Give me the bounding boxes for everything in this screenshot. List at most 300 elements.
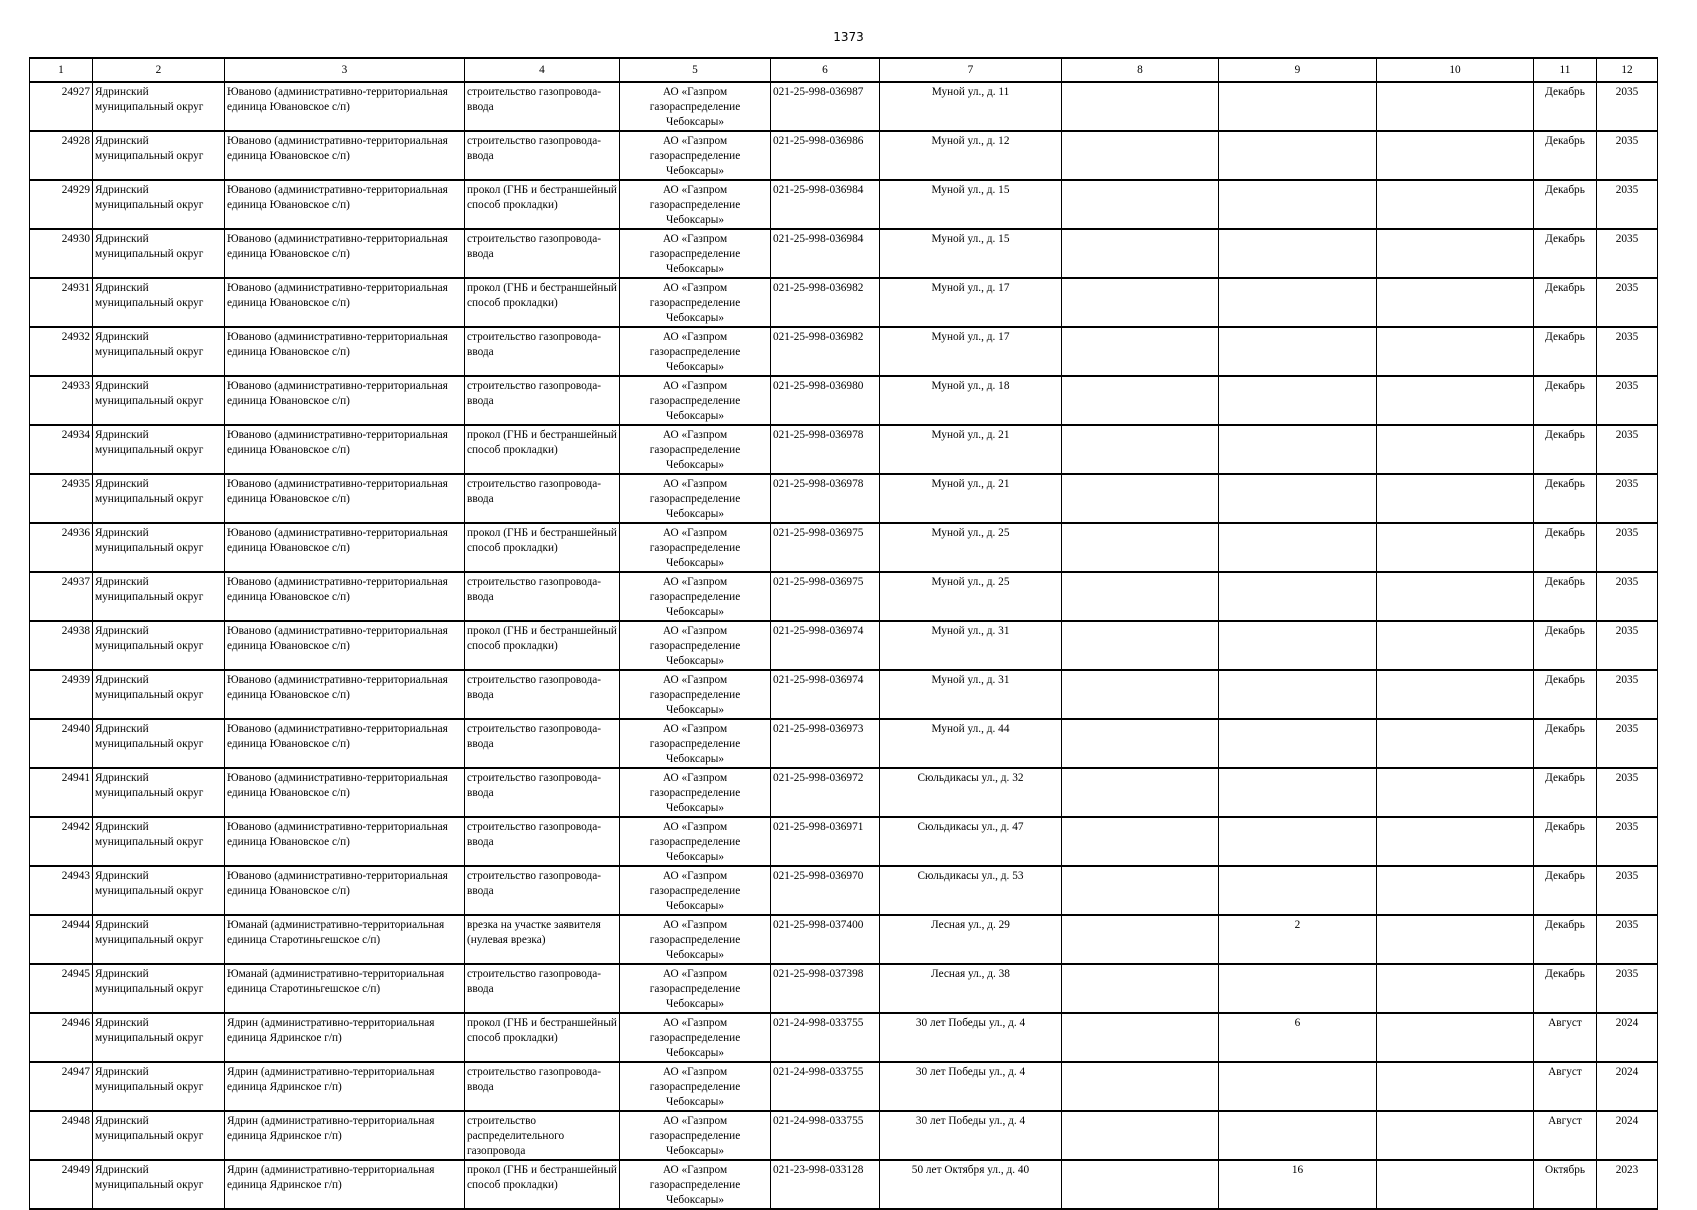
cell-settlement: Юваново (административно-территориальная единица Ювановское с/п) bbox=[225, 327, 465, 376]
cell-request-number: 021-25-998-036974 bbox=[771, 670, 880, 719]
column-header-5: 5 bbox=[620, 58, 771, 82]
cell-month: Декабрь bbox=[1534, 327, 1597, 376]
cell-settlement: Юваново (административно-территориальная единица Ювановское с/п) bbox=[225, 572, 465, 621]
cell-organization: АО «Газпром газораспределение Чебоксары» bbox=[620, 278, 771, 327]
cell-settlement: Ядрин (административно-территориальная единица Ядринское г/п) bbox=[225, 1111, 465, 1160]
cell-settlement: Юваново (административно-территориальная единица Ювановское с/п) bbox=[225, 82, 465, 131]
cell-col-10 bbox=[1377, 131, 1534, 180]
cell-row-number: 24929 bbox=[30, 180, 93, 229]
cell-district: Ядринский муниципальный округ bbox=[93, 425, 225, 474]
cell-month: Декабрь bbox=[1534, 817, 1597, 866]
cell-organization: АО «Газпром газораспределение Чебоксары» bbox=[620, 915, 771, 964]
cell-organization: АО «Газпром газораспределение Чебоксары» bbox=[620, 621, 771, 670]
cell-row-number: 24945 bbox=[30, 964, 93, 1013]
cell-work-type: строительство распределительного газопровода bbox=[465, 1111, 620, 1160]
cell-organization: АО «Газпром газораспределение Чебоксары» bbox=[620, 1160, 771, 1209]
cell-request-number: 021-25-998-036982 bbox=[771, 327, 880, 376]
cell-month: Декабрь bbox=[1534, 425, 1597, 474]
cell-col-8 bbox=[1062, 474, 1219, 523]
cell-request-number: 021-25-998-036972 bbox=[771, 768, 880, 817]
cell-address: Муной ул., д. 21 bbox=[880, 425, 1062, 474]
cell-district: Ядринский муниципальный округ bbox=[93, 621, 225, 670]
table-row bbox=[30, 915, 1658, 964]
cell-month: Декабрь bbox=[1534, 82, 1597, 131]
cell-col-9 bbox=[1219, 1111, 1377, 1160]
cell-settlement: Юваново (административно-территориальная единица Ювановское с/п) bbox=[225, 817, 465, 866]
cell-district: Ядринский муниципальный округ bbox=[93, 572, 225, 621]
cell-col-9 bbox=[1219, 866, 1377, 915]
cell-work-type: прокол (ГНБ и бестраншейный способ прокладки) bbox=[465, 1160, 620, 1209]
cell-organization: АО «Газпром газораспределение Чебоксары» bbox=[620, 523, 771, 572]
table-row bbox=[30, 180, 1658, 229]
cell-month: Декабрь bbox=[1534, 474, 1597, 523]
cell-work-type: строительство газопровода-ввода bbox=[465, 866, 620, 915]
cell-district: Ядринский муниципальный округ bbox=[93, 131, 225, 180]
cell-organization: АО «Газпром газораспределение Чебоксары» bbox=[620, 719, 771, 768]
cell-row-number: 24937 bbox=[30, 572, 93, 621]
cell-col-8 bbox=[1062, 1111, 1219, 1160]
cell-month: Декабрь bbox=[1534, 131, 1597, 180]
cell-district: Ядринский муниципальный округ bbox=[93, 278, 225, 327]
cell-work-type: строительство газопровода-ввода bbox=[465, 1062, 620, 1111]
cell-year: 2035 bbox=[1597, 474, 1658, 523]
cell-work-type: прокол (ГНБ и бестраншейный способ прокладки) bbox=[465, 425, 620, 474]
column-header-1: 1 bbox=[30, 58, 93, 82]
cell-district: Ядринский муниципальный округ bbox=[93, 229, 225, 278]
cell-year: 2035 bbox=[1597, 621, 1658, 670]
cell-col-9: 16 bbox=[1219, 1160, 1377, 1209]
table-row bbox=[30, 719, 1658, 768]
cell-year: 2024 bbox=[1597, 1013, 1658, 1062]
table-row bbox=[30, 572, 1658, 621]
cell-work-type: прокол (ГНБ и бестраншейный способ прокладки) bbox=[465, 180, 620, 229]
cell-month: Декабрь bbox=[1534, 621, 1597, 670]
cell-col-10 bbox=[1377, 1062, 1534, 1111]
cell-year: 2035 bbox=[1597, 327, 1658, 376]
cell-col-8 bbox=[1062, 1013, 1219, 1062]
page-number: 1373 bbox=[833, 30, 864, 44]
cell-district: Ядринский муниципальный округ bbox=[93, 1160, 225, 1209]
cell-district: Ядринский муниципальный округ bbox=[93, 523, 225, 572]
table-row bbox=[30, 425, 1658, 474]
cell-col-8 bbox=[1062, 915, 1219, 964]
cell-col-8 bbox=[1062, 572, 1219, 621]
cell-work-type: строительство газопровода-ввода bbox=[465, 131, 620, 180]
cell-settlement: Юманай (административно-территориальная единица Старотиньгешское с/п) bbox=[225, 915, 465, 964]
cell-col-8 bbox=[1062, 229, 1219, 278]
cell-year: 2035 bbox=[1597, 572, 1658, 621]
cell-col-8 bbox=[1062, 180, 1219, 229]
cell-col-9 bbox=[1219, 1062, 1377, 1111]
cell-address: Лесная ул., д. 38 bbox=[880, 964, 1062, 1013]
cell-row-number: 24947 bbox=[30, 1062, 93, 1111]
cell-row-number: 24938 bbox=[30, 621, 93, 670]
cell-col-9 bbox=[1219, 474, 1377, 523]
table-row bbox=[30, 229, 1658, 278]
cell-work-type: прокол (ГНБ и бестраншейный способ прокладки) bbox=[465, 621, 620, 670]
table-body bbox=[30, 82, 1658, 1209]
cell-month: Декабрь bbox=[1534, 915, 1597, 964]
cell-year: 2035 bbox=[1597, 229, 1658, 278]
cell-address: Муной ул., д. 44 bbox=[880, 719, 1062, 768]
cell-request-number: 021-25-998-036980 bbox=[771, 376, 880, 425]
cell-district: Ядринский муниципальный округ bbox=[93, 1111, 225, 1160]
cell-organization: АО «Газпром газораспределение Чебоксары» bbox=[620, 670, 771, 719]
cell-settlement: Юманай (административно-территориальная единица Старотиньгешское с/п) bbox=[225, 964, 465, 1013]
cell-district: Ядринский муниципальный округ bbox=[93, 474, 225, 523]
cell-month: Декабрь bbox=[1534, 278, 1597, 327]
cell-month: Октябрь bbox=[1534, 1160, 1597, 1209]
cell-address: Лесная ул., д. 29 bbox=[880, 915, 1062, 964]
table-row bbox=[30, 670, 1658, 719]
cell-work-type: прокол (ГНБ и бестраншейный способ прокладки) bbox=[465, 523, 620, 572]
table-row bbox=[30, 1160, 1658, 1209]
cell-year: 2035 bbox=[1597, 425, 1658, 474]
table-row bbox=[30, 278, 1658, 327]
cell-year: 2035 bbox=[1597, 964, 1658, 1013]
column-header-6: 6 bbox=[771, 58, 880, 82]
column-header-8: 8 bbox=[1062, 58, 1219, 82]
cell-col-10 bbox=[1377, 964, 1534, 1013]
cell-work-type: строительство газопровода-ввода bbox=[465, 82, 620, 131]
table-row bbox=[30, 1111, 1658, 1160]
cell-row-number: 24942 bbox=[30, 817, 93, 866]
cell-request-number: 021-25-998-036975 bbox=[771, 572, 880, 621]
cell-request-number: 021-25-998-036973 bbox=[771, 719, 880, 768]
cell-settlement: Юваново (административно-территориальная единица Ювановское с/п) bbox=[225, 719, 465, 768]
cell-year: 2035 bbox=[1597, 915, 1658, 964]
cell-request-number: 021-25-998-036984 bbox=[771, 180, 880, 229]
cell-month: Декабрь bbox=[1534, 229, 1597, 278]
cell-row-number: 24948 bbox=[30, 1111, 93, 1160]
cell-request-number: 021-23-998-033128 bbox=[771, 1160, 880, 1209]
cell-col-9 bbox=[1219, 621, 1377, 670]
cell-district: Ядринский муниципальный округ bbox=[93, 964, 225, 1013]
cell-col-10 bbox=[1377, 278, 1534, 327]
cell-col-8 bbox=[1062, 866, 1219, 915]
cell-request-number: 021-24-998-033755 bbox=[771, 1062, 880, 1111]
cell-col-10 bbox=[1377, 915, 1534, 964]
cell-organization: АО «Газпром газораспределение Чебоксары» bbox=[620, 82, 771, 131]
cell-request-number: 021-24-998-033755 bbox=[771, 1111, 880, 1160]
cell-request-number: 021-25-998-036974 bbox=[771, 621, 880, 670]
cell-row-number: 24940 bbox=[30, 719, 93, 768]
cell-col-10 bbox=[1377, 719, 1534, 768]
cell-settlement: Юваново (административно-территориальная единица Ювановское с/п) bbox=[225, 376, 465, 425]
cell-col-8 bbox=[1062, 327, 1219, 376]
cell-col-10 bbox=[1377, 670, 1534, 719]
table-row bbox=[30, 1013, 1658, 1062]
cell-col-10 bbox=[1377, 1013, 1534, 1062]
cell-work-type: строительство газопровода-ввода bbox=[465, 964, 620, 1013]
cell-col-8 bbox=[1062, 376, 1219, 425]
cell-col-8 bbox=[1062, 425, 1219, 474]
cell-row-number: 24944 bbox=[30, 915, 93, 964]
cell-organization: АО «Газпром газораспределение Чебоксары» bbox=[620, 1013, 771, 1062]
cell-work-type: строительство газопровода-ввода bbox=[465, 670, 620, 719]
cell-year: 2035 bbox=[1597, 768, 1658, 817]
cell-organization: АО «Газпром газораспределение Чебоксары» bbox=[620, 964, 771, 1013]
table-row bbox=[30, 621, 1658, 670]
cell-row-number: 24946 bbox=[30, 1013, 93, 1062]
cell-col-9 bbox=[1219, 425, 1377, 474]
cell-request-number: 021-25-998-036970 bbox=[771, 866, 880, 915]
cell-col-9 bbox=[1219, 229, 1377, 278]
cell-col-8 bbox=[1062, 523, 1219, 572]
cell-district: Ядринский муниципальный округ bbox=[93, 376, 225, 425]
cell-organization: АО «Газпром газораспределение Чебоксары» bbox=[620, 327, 771, 376]
cell-work-type: прокол (ГНБ и бестраншейный способ прокладки) bbox=[465, 278, 620, 327]
cell-settlement: Юваново (административно-территориальная единица Ювановское с/п) bbox=[225, 131, 465, 180]
cell-row-number: 24935 bbox=[30, 474, 93, 523]
cell-col-9 bbox=[1219, 180, 1377, 229]
cell-col-10 bbox=[1377, 866, 1534, 915]
cell-col-8 bbox=[1062, 817, 1219, 866]
cell-request-number: 021-24-998-033755 bbox=[771, 1013, 880, 1062]
cell-row-number: 24949 bbox=[30, 1160, 93, 1209]
cell-settlement: Юваново (административно-территориальная единица Ювановское с/п) bbox=[225, 866, 465, 915]
cell-col-8 bbox=[1062, 621, 1219, 670]
cell-settlement: Юваново (административно-территориальная единица Ювановское с/п) bbox=[225, 229, 465, 278]
cell-settlement: Юваново (административно-территориальная единица Ювановское с/п) bbox=[225, 621, 465, 670]
cell-work-type: строительство газопровода-ввода bbox=[465, 572, 620, 621]
cell-col-9: 2 bbox=[1219, 915, 1377, 964]
cell-col-9 bbox=[1219, 817, 1377, 866]
cell-district: Ядринский муниципальный округ bbox=[93, 670, 225, 719]
cell-col-8 bbox=[1062, 768, 1219, 817]
cell-request-number: 021-25-998-037400 bbox=[771, 915, 880, 964]
cell-request-number: 021-25-998-037398 bbox=[771, 964, 880, 1013]
cell-col-10 bbox=[1377, 1160, 1534, 1209]
cell-col-10 bbox=[1377, 621, 1534, 670]
cell-col-9 bbox=[1219, 327, 1377, 376]
cell-district: Ядринский муниципальный округ bbox=[93, 82, 225, 131]
cell-col-8 bbox=[1062, 1160, 1219, 1209]
cell-month: Декабрь bbox=[1534, 523, 1597, 572]
cell-col-8 bbox=[1062, 82, 1219, 131]
cell-month: Декабрь bbox=[1534, 964, 1597, 1013]
cell-address: Муной ул., д. 25 bbox=[880, 572, 1062, 621]
cell-col-9 bbox=[1219, 523, 1377, 572]
cell-row-number: 24927 bbox=[30, 82, 93, 131]
cell-address: Муной ул., д. 31 bbox=[880, 621, 1062, 670]
cell-address: Сюльдикасы ул., д. 47 bbox=[880, 817, 1062, 866]
cell-month: Август bbox=[1534, 1062, 1597, 1111]
cell-month: Август bbox=[1534, 1111, 1597, 1160]
cell-address: 30 лет Победы ул., д. 4 bbox=[880, 1062, 1062, 1111]
cell-col-9 bbox=[1219, 131, 1377, 180]
column-header-11: 11 bbox=[1534, 58, 1597, 82]
cell-work-type: строительство газопровода-ввода bbox=[465, 229, 620, 278]
cell-year: 2024 bbox=[1597, 1062, 1658, 1111]
cell-row-number: 24943 bbox=[30, 866, 93, 915]
table-row bbox=[30, 866, 1658, 915]
cell-address: Муной ул., д. 31 bbox=[880, 670, 1062, 719]
cell-row-number: 24930 bbox=[30, 229, 93, 278]
cell-settlement: Ядрин (административно-территориальная единица Ядринское г/п) bbox=[225, 1062, 465, 1111]
cell-month: Декабрь bbox=[1534, 719, 1597, 768]
cell-year: 2035 bbox=[1597, 866, 1658, 915]
table-row bbox=[30, 327, 1658, 376]
cell-row-number: 24934 bbox=[30, 425, 93, 474]
header-row bbox=[30, 58, 1658, 82]
cell-col-10 bbox=[1377, 572, 1534, 621]
cell-col-10 bbox=[1377, 425, 1534, 474]
cell-col-10 bbox=[1377, 768, 1534, 817]
cell-work-type: строительство газопровода-ввода bbox=[465, 817, 620, 866]
cell-address: Сюльдикасы ул., д. 53 bbox=[880, 866, 1062, 915]
cell-col-10 bbox=[1377, 82, 1534, 131]
cell-request-number: 021-25-998-036986 bbox=[771, 131, 880, 180]
table-row bbox=[30, 474, 1658, 523]
cell-col-8 bbox=[1062, 1062, 1219, 1111]
cell-request-number: 021-25-998-036982 bbox=[771, 278, 880, 327]
cell-address: Муной ул., д. 11 bbox=[880, 82, 1062, 131]
cell-district: Ядринский муниципальный округ bbox=[93, 915, 225, 964]
cell-request-number: 021-25-998-036978 bbox=[771, 474, 880, 523]
cell-district: Ядринский муниципальный округ bbox=[93, 768, 225, 817]
cell-organization: АО «Газпром газораспределение Чебоксары» bbox=[620, 180, 771, 229]
cell-organization: АО «Газпром газораспределение Чебоксары» bbox=[620, 131, 771, 180]
cell-work-type: строительство газопровода-ввода bbox=[465, 719, 620, 768]
cell-col-9: 6 bbox=[1219, 1013, 1377, 1062]
cell-col-8 bbox=[1062, 131, 1219, 180]
cell-request-number: 021-25-998-036987 bbox=[771, 82, 880, 131]
cell-request-number: 021-25-998-036971 bbox=[771, 817, 880, 866]
cell-col-10 bbox=[1377, 376, 1534, 425]
cell-month: Декабрь bbox=[1534, 376, 1597, 425]
table-row bbox=[30, 523, 1658, 572]
cell-district: Ядринский муниципальный округ bbox=[93, 866, 225, 915]
cell-month: Декабрь bbox=[1534, 180, 1597, 229]
cell-row-number: 24928 bbox=[30, 131, 93, 180]
cell-address: 30 лет Победы ул., д. 4 bbox=[880, 1013, 1062, 1062]
data-table bbox=[29, 57, 1658, 1210]
cell-organization: АО «Газпром газораспределение Чебоксары» bbox=[620, 376, 771, 425]
cell-year: 2035 bbox=[1597, 180, 1658, 229]
column-header-7: 7 bbox=[880, 58, 1062, 82]
cell-year: 2035 bbox=[1597, 278, 1658, 327]
cell-month: Декабрь bbox=[1534, 866, 1597, 915]
cell-row-number: 24931 bbox=[30, 278, 93, 327]
cell-year: 2035 bbox=[1597, 523, 1658, 572]
cell-row-number: 24941 bbox=[30, 768, 93, 817]
cell-district: Ядринский муниципальный округ bbox=[93, 817, 225, 866]
table-row bbox=[30, 817, 1658, 866]
cell-organization: АО «Газпром газораспределение Чебоксары» bbox=[620, 817, 771, 866]
cell-year: 2035 bbox=[1597, 131, 1658, 180]
cell-col-9 bbox=[1219, 278, 1377, 327]
cell-work-type: врезка на участке заявителя (нулевая врезка) bbox=[465, 915, 620, 964]
cell-organization: АО «Газпром газораспределение Чебоксары» bbox=[620, 866, 771, 915]
cell-year: 2035 bbox=[1597, 376, 1658, 425]
cell-settlement: Юваново (административно-территориальная единица Ювановское с/п) bbox=[225, 425, 465, 474]
cell-col-9 bbox=[1219, 572, 1377, 621]
cell-address: Муной ул., д. 17 bbox=[880, 327, 1062, 376]
cell-settlement: Юваново (административно-территориальная единица Ювановское с/п) bbox=[225, 670, 465, 719]
cell-col-10 bbox=[1377, 229, 1534, 278]
column-header-4: 4 bbox=[465, 58, 620, 82]
table-row bbox=[30, 82, 1658, 131]
cell-address: 30 лет Победы ул., д. 4 bbox=[880, 1111, 1062, 1160]
cell-work-type: строительство газопровода-ввода bbox=[465, 327, 620, 376]
table-row bbox=[30, 131, 1658, 180]
cell-district: Ядринский муниципальный округ bbox=[93, 1013, 225, 1062]
table-row bbox=[30, 768, 1658, 817]
cell-year: 2024 bbox=[1597, 1111, 1658, 1160]
cell-address: Муной ул., д. 15 bbox=[880, 229, 1062, 278]
cell-request-number: 021-25-998-036975 bbox=[771, 523, 880, 572]
cell-organization: АО «Газпром газораспределение Чебоксары» bbox=[620, 229, 771, 278]
cell-col-8 bbox=[1062, 278, 1219, 327]
cell-address: Муной ул., д. 15 bbox=[880, 180, 1062, 229]
cell-year: 2035 bbox=[1597, 82, 1658, 131]
table-row bbox=[30, 1062, 1658, 1111]
cell-organization: АО «Газпром газораспределение Чебоксары» bbox=[620, 474, 771, 523]
cell-work-type: строительство газопровода-ввода bbox=[465, 768, 620, 817]
cell-address: Сюльдикасы ул., д. 32 bbox=[880, 768, 1062, 817]
cell-settlement: Ядрин (административно-территориальная единица Ядринское г/п) bbox=[225, 1013, 465, 1062]
cell-col-8 bbox=[1062, 964, 1219, 1013]
cell-district: Ядринский муниципальный округ bbox=[93, 1062, 225, 1111]
cell-col-10 bbox=[1377, 1111, 1534, 1160]
cell-col-10 bbox=[1377, 327, 1534, 376]
cell-district: Ядринский муниципальный округ bbox=[93, 180, 225, 229]
cell-month: Декабрь bbox=[1534, 670, 1597, 719]
cell-col-9 bbox=[1219, 670, 1377, 719]
cell-col-9 bbox=[1219, 768, 1377, 817]
column-header-3: 3 bbox=[225, 58, 465, 82]
column-header-12: 12 bbox=[1597, 58, 1658, 82]
cell-row-number: 24933 bbox=[30, 376, 93, 425]
cell-col-10 bbox=[1377, 180, 1534, 229]
cell-col-8 bbox=[1062, 670, 1219, 719]
cell-address: Муной ул., д. 21 bbox=[880, 474, 1062, 523]
cell-address: 50 лет Октября ул., д. 40 bbox=[880, 1160, 1062, 1209]
cell-address: Муной ул., д. 18 bbox=[880, 376, 1062, 425]
cell-request-number: 021-25-998-036984 bbox=[771, 229, 880, 278]
cell-year: 2035 bbox=[1597, 817, 1658, 866]
cell-organization: АО «Газпром газораспределение Чебоксары» bbox=[620, 572, 771, 621]
cell-year: 2035 bbox=[1597, 670, 1658, 719]
cell-address: Муной ул., д. 12 bbox=[880, 131, 1062, 180]
cell-row-number: 24939 bbox=[30, 670, 93, 719]
cell-col-9 bbox=[1219, 82, 1377, 131]
cell-organization: АО «Газпром газораспределение Чебоксары» bbox=[620, 768, 771, 817]
cell-work-type: строительство газопровода-ввода bbox=[465, 474, 620, 523]
cell-col-10 bbox=[1377, 817, 1534, 866]
cell-settlement: Ядрин (административно-территориальная единица Ядринское г/п) bbox=[225, 1160, 465, 1209]
cell-col-9 bbox=[1219, 964, 1377, 1013]
cell-district: Ядринский муниципальный округ bbox=[93, 327, 225, 376]
cell-col-10 bbox=[1377, 523, 1534, 572]
cell-month: Декабрь bbox=[1534, 768, 1597, 817]
table-row bbox=[30, 376, 1658, 425]
cell-row-number: 24936 bbox=[30, 523, 93, 572]
cell-address: Муной ул., д. 17 bbox=[880, 278, 1062, 327]
table-row bbox=[30, 964, 1658, 1013]
cell-work-type: строительство газопровода-ввода bbox=[465, 376, 620, 425]
cell-row-number: 24932 bbox=[30, 327, 93, 376]
column-header-9: 9 bbox=[1219, 58, 1377, 82]
cell-month: Декабрь bbox=[1534, 572, 1597, 621]
cell-settlement: Юваново (административно-территориальная единица Ювановское с/п) bbox=[225, 523, 465, 572]
column-header-10: 10 bbox=[1377, 58, 1534, 82]
cell-settlement: Юваново (административно-территориальная единица Ювановское с/п) bbox=[225, 278, 465, 327]
cell-organization: АО «Газпром газораспределение Чебоксары» bbox=[620, 1111, 771, 1160]
cell-organization: АО «Газпром газораспределение Чебоксары» bbox=[620, 425, 771, 474]
cell-month: Август bbox=[1534, 1013, 1597, 1062]
